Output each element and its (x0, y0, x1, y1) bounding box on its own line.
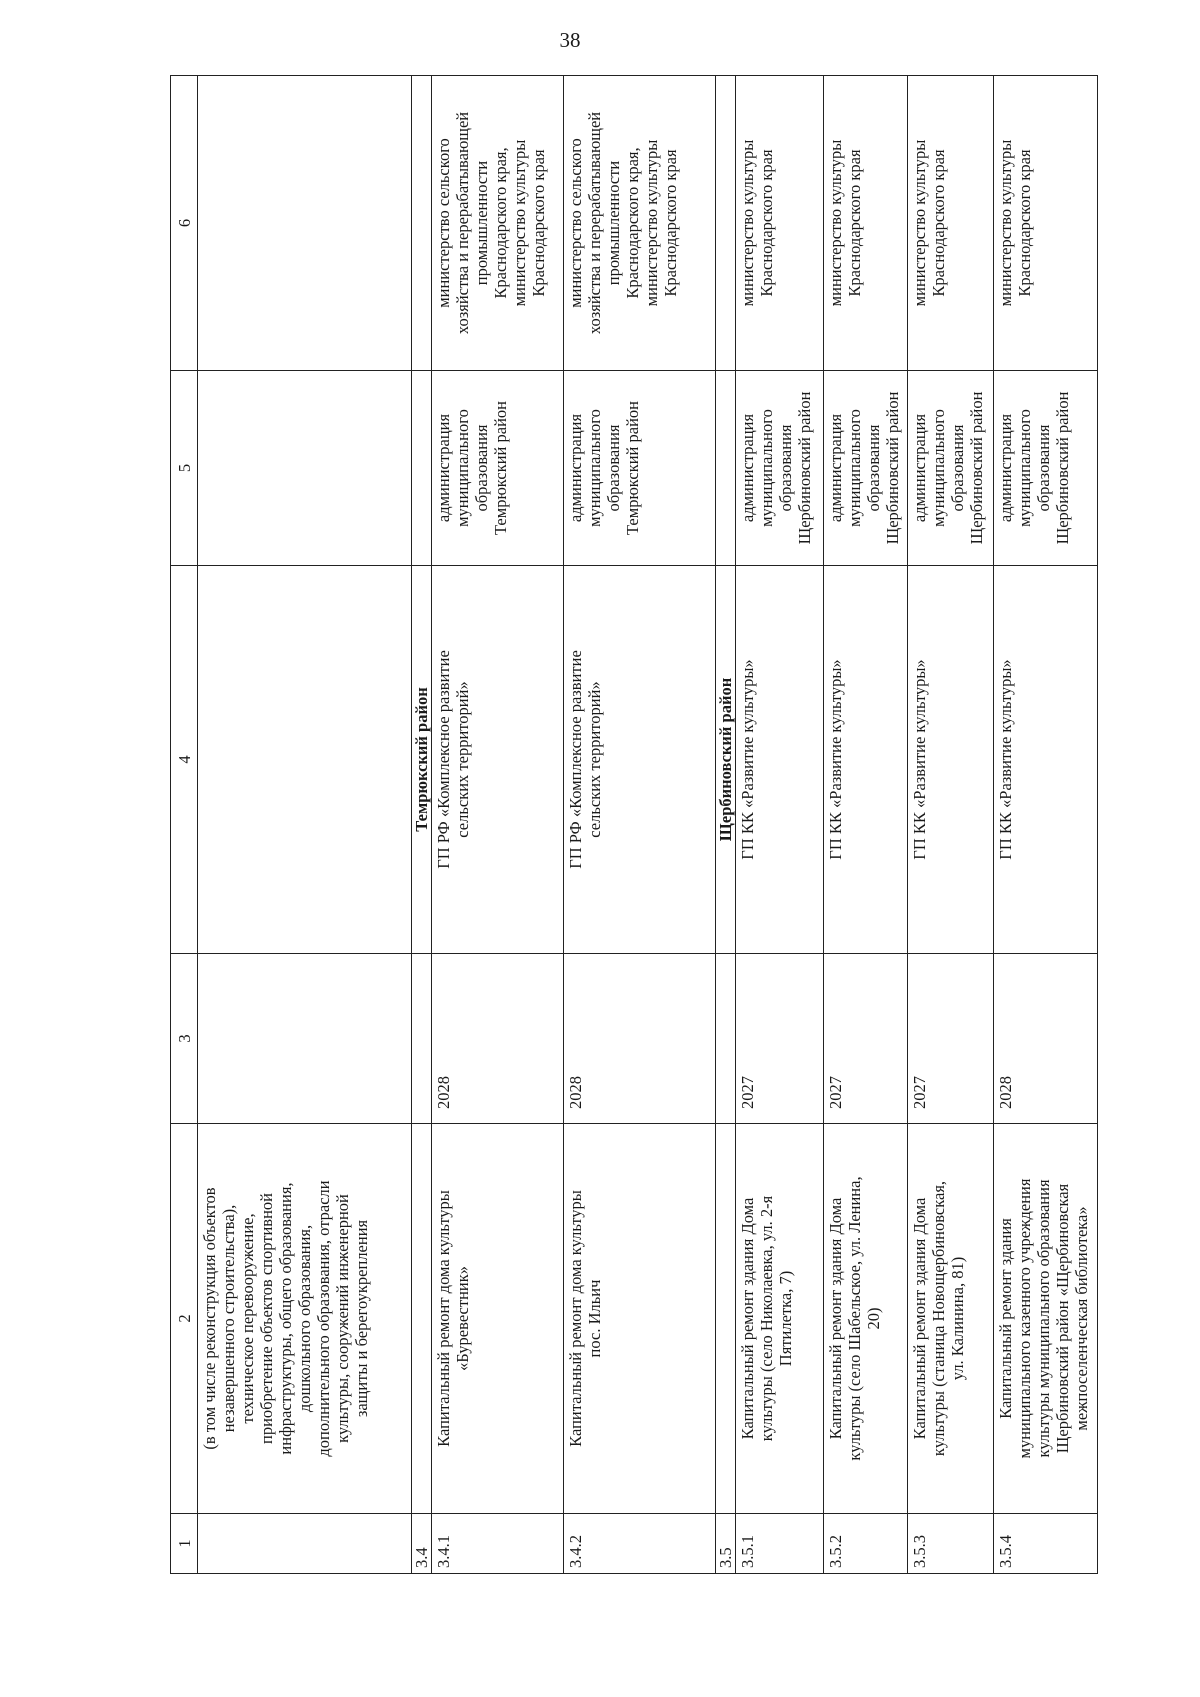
table-row (432, 76, 564, 1574)
column-header-6: 6 (171, 76, 198, 371)
section-title-cell: Темрюкский район (412, 566, 432, 954)
intro-text-line: (в том числе реконструкция объектов (200, 1187, 219, 1450)
executor-line: образования (776, 424, 795, 512)
intro-text-line: культуры, сооружений инженерной (333, 1194, 352, 1443)
executor-line: администрация (434, 413, 453, 523)
program-cell (908, 566, 994, 954)
column-header-4: 4 (171, 566, 198, 954)
program-line: ГП РФ «Комплексное развитие (566, 650, 585, 869)
object-name-line: Капитальный ремонт дома культуры (566, 1190, 585, 1447)
executor-line: образования (1034, 424, 1053, 512)
program-cell (736, 566, 824, 954)
executor-cell (994, 371, 1098, 566)
executor-cell (736, 371, 824, 566)
section-row (412, 76, 432, 1574)
section-blank-cell (716, 1124, 736, 1514)
object-name-line: Капитальный ремонт здания Дома (738, 1197, 757, 1440)
intro-executor-cell (198, 371, 412, 566)
executor-line: муниципального (585, 409, 604, 527)
object-name-line: культуры (станица Новощербиновская, (929, 1180, 948, 1457)
rotated-table-wrapper (170, 76, 1091, 1574)
section-blank-cell (412, 954, 432, 1124)
executor-line: администрация (996, 413, 1015, 523)
executor-line: муниципального (929, 409, 948, 527)
executor-line: образования (604, 424, 623, 512)
responsible-line: промышленности (472, 160, 491, 286)
executor-cell (564, 371, 716, 566)
object-name-line: Капитальный ремонт дома культуры (434, 1190, 453, 1447)
section-blank-cell (716, 371, 736, 566)
responsible-line: Краснодарского края (845, 149, 864, 297)
row-number-cell: 3.4.2 (564, 1514, 716, 1574)
responsible-cell (564, 76, 716, 371)
intro-text-line: незавершенного строительства), (219, 1204, 238, 1433)
responsible-line: министерство культуры (738, 139, 757, 307)
program-line: ГП РФ «Комплексное развитие (434, 650, 453, 869)
object-name-line: Капитальный ремонт здания (996, 1218, 1015, 1419)
executor-line: администрация (910, 413, 929, 523)
responsible-line: хозяйства и перерабатывающей (453, 111, 472, 335)
section-blank-cell (412, 1124, 432, 1514)
object-name-line: культуры муниципального образования (1034, 1179, 1053, 1458)
responsible-cell (824, 76, 908, 371)
section-title-cell: Щербиновский район (716, 566, 736, 954)
object-name-line: Щербиновский район «Щербиновская (1053, 1183, 1072, 1454)
executor-line: Щербиновский район (967, 391, 986, 545)
object-name-line: культуры (село Шабельское, ул. Ленина, (845, 1176, 864, 1461)
executor-line: администрация (738, 413, 757, 523)
executor-line: Темрюкский район (491, 401, 510, 536)
column-header-5: 5 (171, 371, 198, 566)
object-name-line: Капитальный ремонт здания Дома (826, 1197, 845, 1440)
responsible-line: Краснодарского края (1015, 149, 1034, 297)
object-name-line: межпоселенческая библиотека» (1072, 1206, 1091, 1431)
program-line: ГП КК «Развитие культуры» (996, 659, 1015, 860)
responsible-line: Краснодарского края (929, 149, 948, 297)
row-number-cell: 3.5.3 (908, 1514, 994, 1574)
responsible-line: министерство культуры (510, 139, 529, 307)
row-number-cell: 3.5.1 (736, 1514, 824, 1574)
responsible-line: Краснодарского края, (623, 147, 642, 299)
program-line: ГП КК «Развитие культуры» (738, 659, 757, 860)
executor-line: муниципального (1015, 409, 1034, 527)
executor-line: образования (948, 424, 967, 512)
year-cell: 2027 (908, 954, 994, 1124)
column-header-3: 3 (171, 954, 198, 1124)
intro-program-cell (198, 566, 412, 954)
object-name-line: 20) (864, 1307, 883, 1330)
executor-line: Щербиновский район (883, 391, 902, 545)
executor-line: муниципального (453, 409, 472, 527)
intro-text-line: защиты и берегоукрепления (352, 1219, 371, 1418)
table-row (824, 76, 908, 1574)
intro-text-line: инфраструктуры, общего образования, (276, 1182, 295, 1455)
intro-text-line: дошкольного образования, (295, 1224, 314, 1413)
object-name-line: ул. Калинина, 81) (948, 1256, 967, 1381)
executor-line: муниципального (845, 409, 864, 527)
table-body (198, 76, 1098, 1574)
object-name-cell (564, 1124, 716, 1514)
section-blank-cell (716, 76, 736, 371)
intro-responsible-cell (198, 76, 412, 371)
intro-text-line: приобретение объектов спортивной (257, 1193, 276, 1444)
section-blank-cell (716, 954, 736, 1124)
row-number-cell: 3.5.4 (994, 1514, 1098, 1574)
responsible-line: министерство культуры (642, 139, 661, 307)
responsible-line: министерство культуры (826, 139, 845, 307)
table-row (908, 76, 994, 1574)
program-line: ГП КК «Развитие культуры» (826, 659, 845, 860)
executor-line: администрация (826, 413, 845, 523)
responsible-line: Краснодарского края (661, 149, 680, 297)
object-name-line: «Буревестник» (453, 1265, 472, 1372)
row-number-cell: 3.5.2 (824, 1514, 908, 1574)
program-cell (432, 566, 564, 954)
intro-year-cell (198, 954, 412, 1124)
year-cell: 2028 (432, 954, 564, 1124)
column-header-1: 1 (171, 1514, 198, 1574)
intro-text-line: дополнительного образования, отрасли (314, 1180, 333, 1457)
object-name-cell (432, 1124, 564, 1514)
executor-cell (432, 371, 564, 566)
responsible-cell (432, 76, 564, 371)
program-cell (564, 566, 716, 954)
section-number-cell: 3.4 (412, 1514, 432, 1574)
responsible-line: министерство сельского (566, 138, 585, 308)
object-name-line: пос. Ильич (585, 1279, 604, 1358)
row-number-cell: 3.4.1 (432, 1514, 564, 1574)
responsible-cell (994, 76, 1098, 371)
intro-text-cell (198, 1124, 412, 1514)
object-name-line: муниципального казенного учреждения (1015, 1178, 1034, 1459)
executor-line: Щербиновский район (1053, 391, 1072, 545)
executor-line: Темрюкский район (623, 401, 642, 536)
program-cell (824, 566, 908, 954)
object-name-line: Пятилетка, 7) (776, 1270, 795, 1367)
table-row (564, 76, 716, 1574)
responsible-line: министерство культуры (996, 139, 1015, 307)
responsible-line: Краснодарского края (529, 149, 548, 297)
intro-number-cell (198, 1514, 412, 1574)
section-number-cell: 3.5 (716, 1514, 736, 1574)
intro-row (198, 76, 412, 1574)
table-row (994, 76, 1098, 1574)
program-line: сельских территорий» (585, 681, 604, 838)
section-row (716, 76, 736, 1574)
responsible-line: министерство сельского (434, 138, 453, 308)
executor-line: администрация (566, 413, 585, 523)
responsible-line: промышленности (604, 160, 623, 286)
year-cell: 2028 (994, 954, 1098, 1124)
executor-cell (908, 371, 994, 566)
program-line: ГП КК «Развитие культуры» (910, 659, 929, 860)
program-cell (994, 566, 1098, 954)
year-cell: 2027 (824, 954, 908, 1124)
object-name-cell (736, 1124, 824, 1514)
object-name-line: культуры (село Николаевка, ул. 2-я (757, 1195, 776, 1442)
program-line: сельских территорий» (453, 681, 472, 838)
year-cell: 2028 (564, 954, 716, 1124)
object-name-cell (994, 1124, 1098, 1514)
executor-line: Щербиновский район (795, 391, 814, 545)
section-blank-cell (412, 76, 432, 371)
page-number: 38 (559, 28, 581, 52)
object-name-cell (908, 1124, 994, 1514)
responsible-line: министерство культуры (910, 139, 929, 307)
executor-line: образования (472, 424, 491, 512)
executor-line: муниципального (757, 409, 776, 527)
intro-text-line: техническое перевооружение, (238, 1213, 257, 1424)
objects-table (170, 75, 1098, 1574)
responsible-line: Краснодарского края (757, 149, 776, 297)
executor-line: образования (864, 424, 883, 512)
responsible-cell (736, 76, 824, 371)
table-row (736, 76, 824, 1574)
responsible-line: Краснодарского края, (491, 147, 510, 299)
responsible-cell (908, 76, 994, 371)
object-name-line: Капитальный ремонт здания Дома (910, 1197, 929, 1440)
section-blank-cell (412, 371, 432, 566)
responsible-line: хозяйства и перерабатывающей (585, 111, 604, 335)
column-header-2: 2 (171, 1124, 198, 1514)
executor-cell (824, 371, 908, 566)
year-cell: 2027 (736, 954, 824, 1124)
column-number-row (171, 76, 198, 1574)
object-name-cell (824, 1124, 908, 1514)
